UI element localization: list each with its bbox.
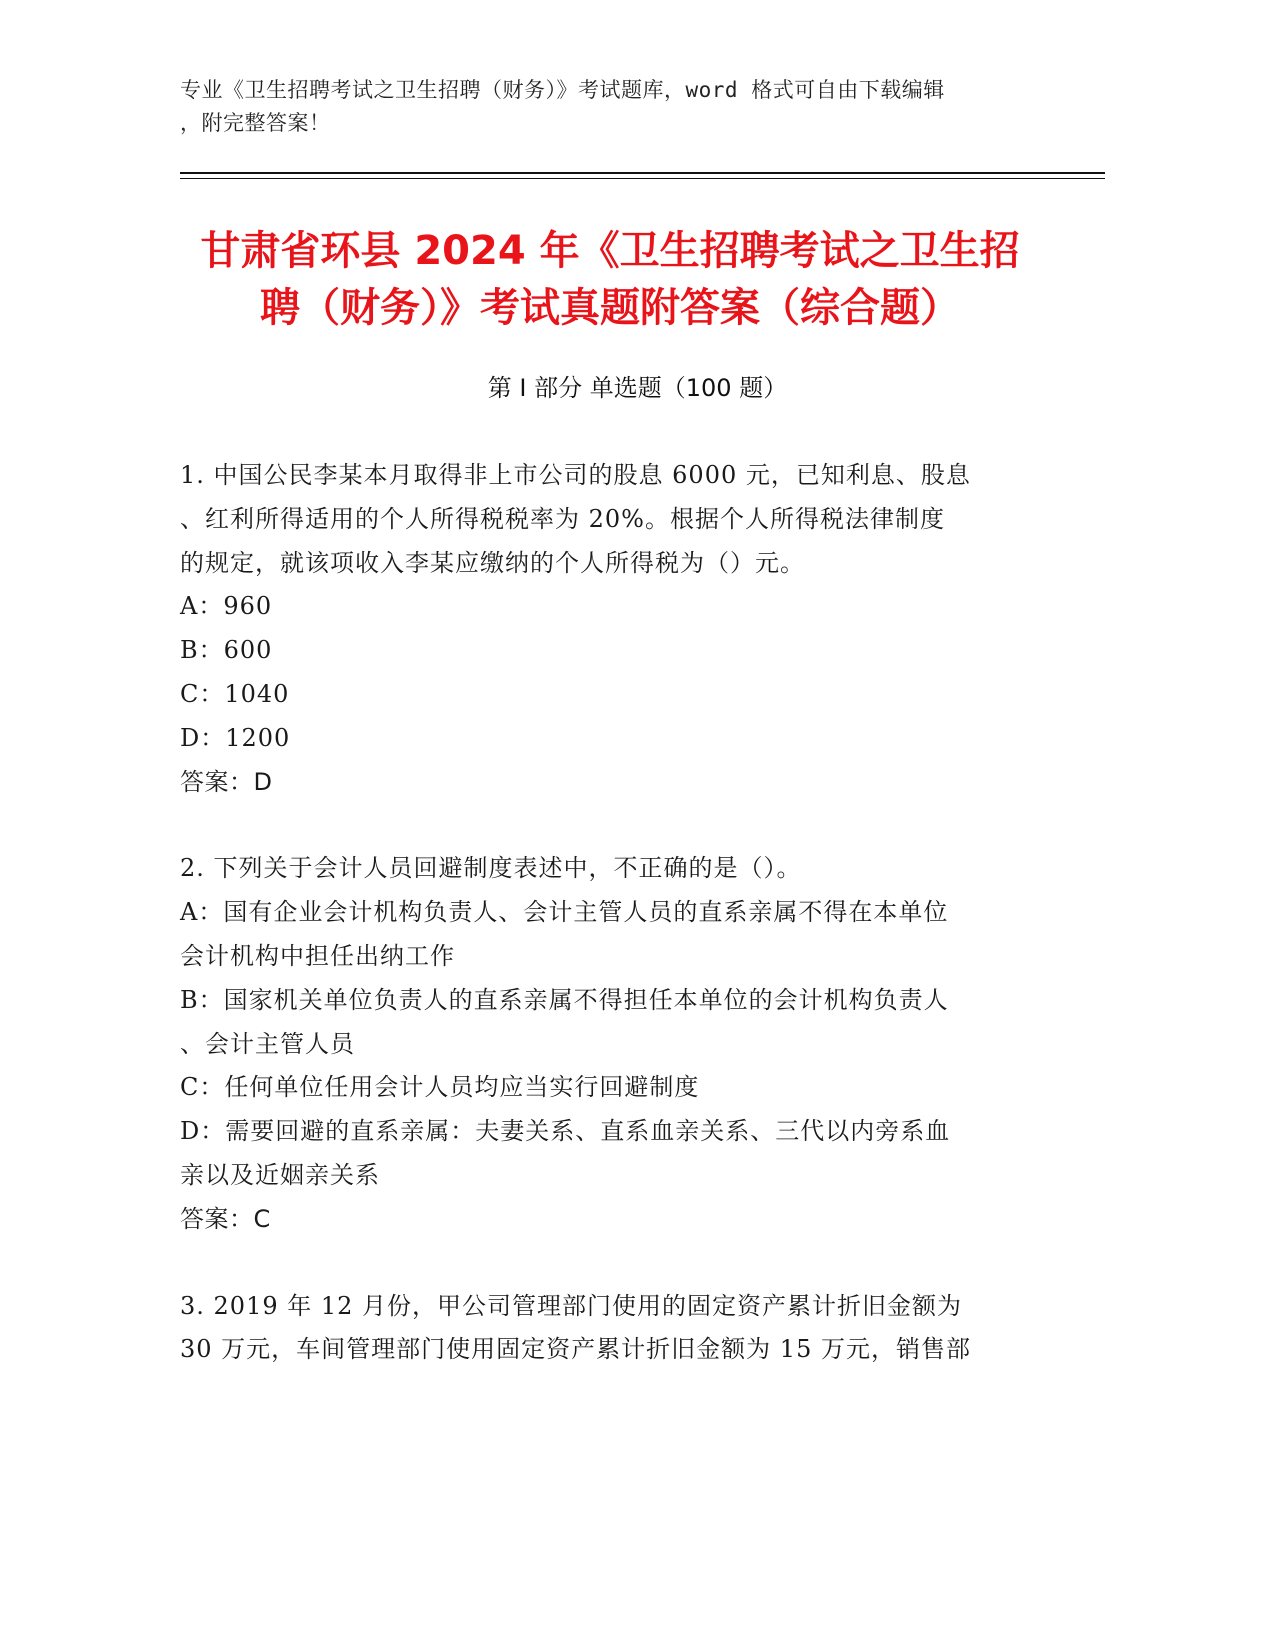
answer-label: 答案：C bbox=[180, 1204, 271, 1233]
option-a: A：国有企业会计机构负责人、会计主管人员的直系亲属不得在本单位 bbox=[180, 898, 949, 927]
option-d-continued: 亲以及近姻亲关系 bbox=[180, 1160, 380, 1189]
document-title bbox=[150, 223, 1070, 337]
option-d: D：1200 bbox=[180, 723, 291, 752]
option-c: C：1040 bbox=[180, 679, 290, 708]
question-1 bbox=[180, 454, 1040, 804]
option-d: D：需要回避的直系亲属：夫妻关系、直系血亲关系、三代以内旁系血 bbox=[180, 1117, 951, 1146]
answer-label: 答案：D bbox=[180, 767, 273, 796]
question-stem-line: 1. 中国公民李某本月取得非上市公司的股息 6000 元，已知利息、股息 bbox=[180, 461, 971, 489]
question-stem-line: 30 万元，车间管理部门使用固定资产累计折旧金额为 15 万元，销售部 bbox=[180, 1335, 971, 1364]
question-stem-line: 的规定，就该项收入李某应缴纳的个人所得税为（）元。 bbox=[180, 548, 805, 577]
header-note bbox=[180, 74, 1040, 140]
option-a: A：960 bbox=[180, 592, 273, 621]
option-b: B：国家机关单位负责人的直系亲属不得担任本单位的会计机构负责人 bbox=[180, 985, 949, 1014]
question-3 bbox=[180, 1285, 1040, 1373]
question-list bbox=[180, 454, 1040, 1372]
header-note-line-2: ，附完整答案！ bbox=[180, 111, 331, 135]
document-title-line-2: 聘（财务）》考试真题附答案（综合题） bbox=[260, 285, 960, 331]
header-divider-thin bbox=[180, 178, 1105, 179]
section-heading: 第 I 部分 单选题（100 题） bbox=[487, 374, 788, 402]
option-b-continued: 、会计主管人员 bbox=[180, 1029, 355, 1058]
option-a-continued: 会计机构中担任出纳工作 bbox=[180, 941, 455, 970]
option-b: B：600 bbox=[180, 636, 273, 665]
question-2 bbox=[180, 847, 1040, 1241]
document-title-line-1: 甘肃省环县 2024 年《卫生招聘考试之卫生招 bbox=[200, 228, 1020, 274]
question-stem-line: 2. 下列关于会计人员回避制度表述中，不正确的是（）。 bbox=[180, 854, 802, 883]
header-note-line-1: 专业《卫生招聘考试之卫生招聘（财务）》考试题库，word 格式可自由下载编辑 bbox=[180, 78, 945, 102]
question-stem-line: 、红利所得适用的个人所得税税率为 20%。根据个人所得税法律制度 bbox=[180, 504, 945, 533]
header-divider-thick bbox=[180, 172, 1105, 174]
option-c: C：任何单位任用会计人员均应当实行回避制度 bbox=[180, 1073, 700, 1102]
question-stem-line: 3. 2019 年 12 月份，甲公司管理部门使用的固定资产累计折旧金额为 bbox=[180, 1291, 963, 1320]
